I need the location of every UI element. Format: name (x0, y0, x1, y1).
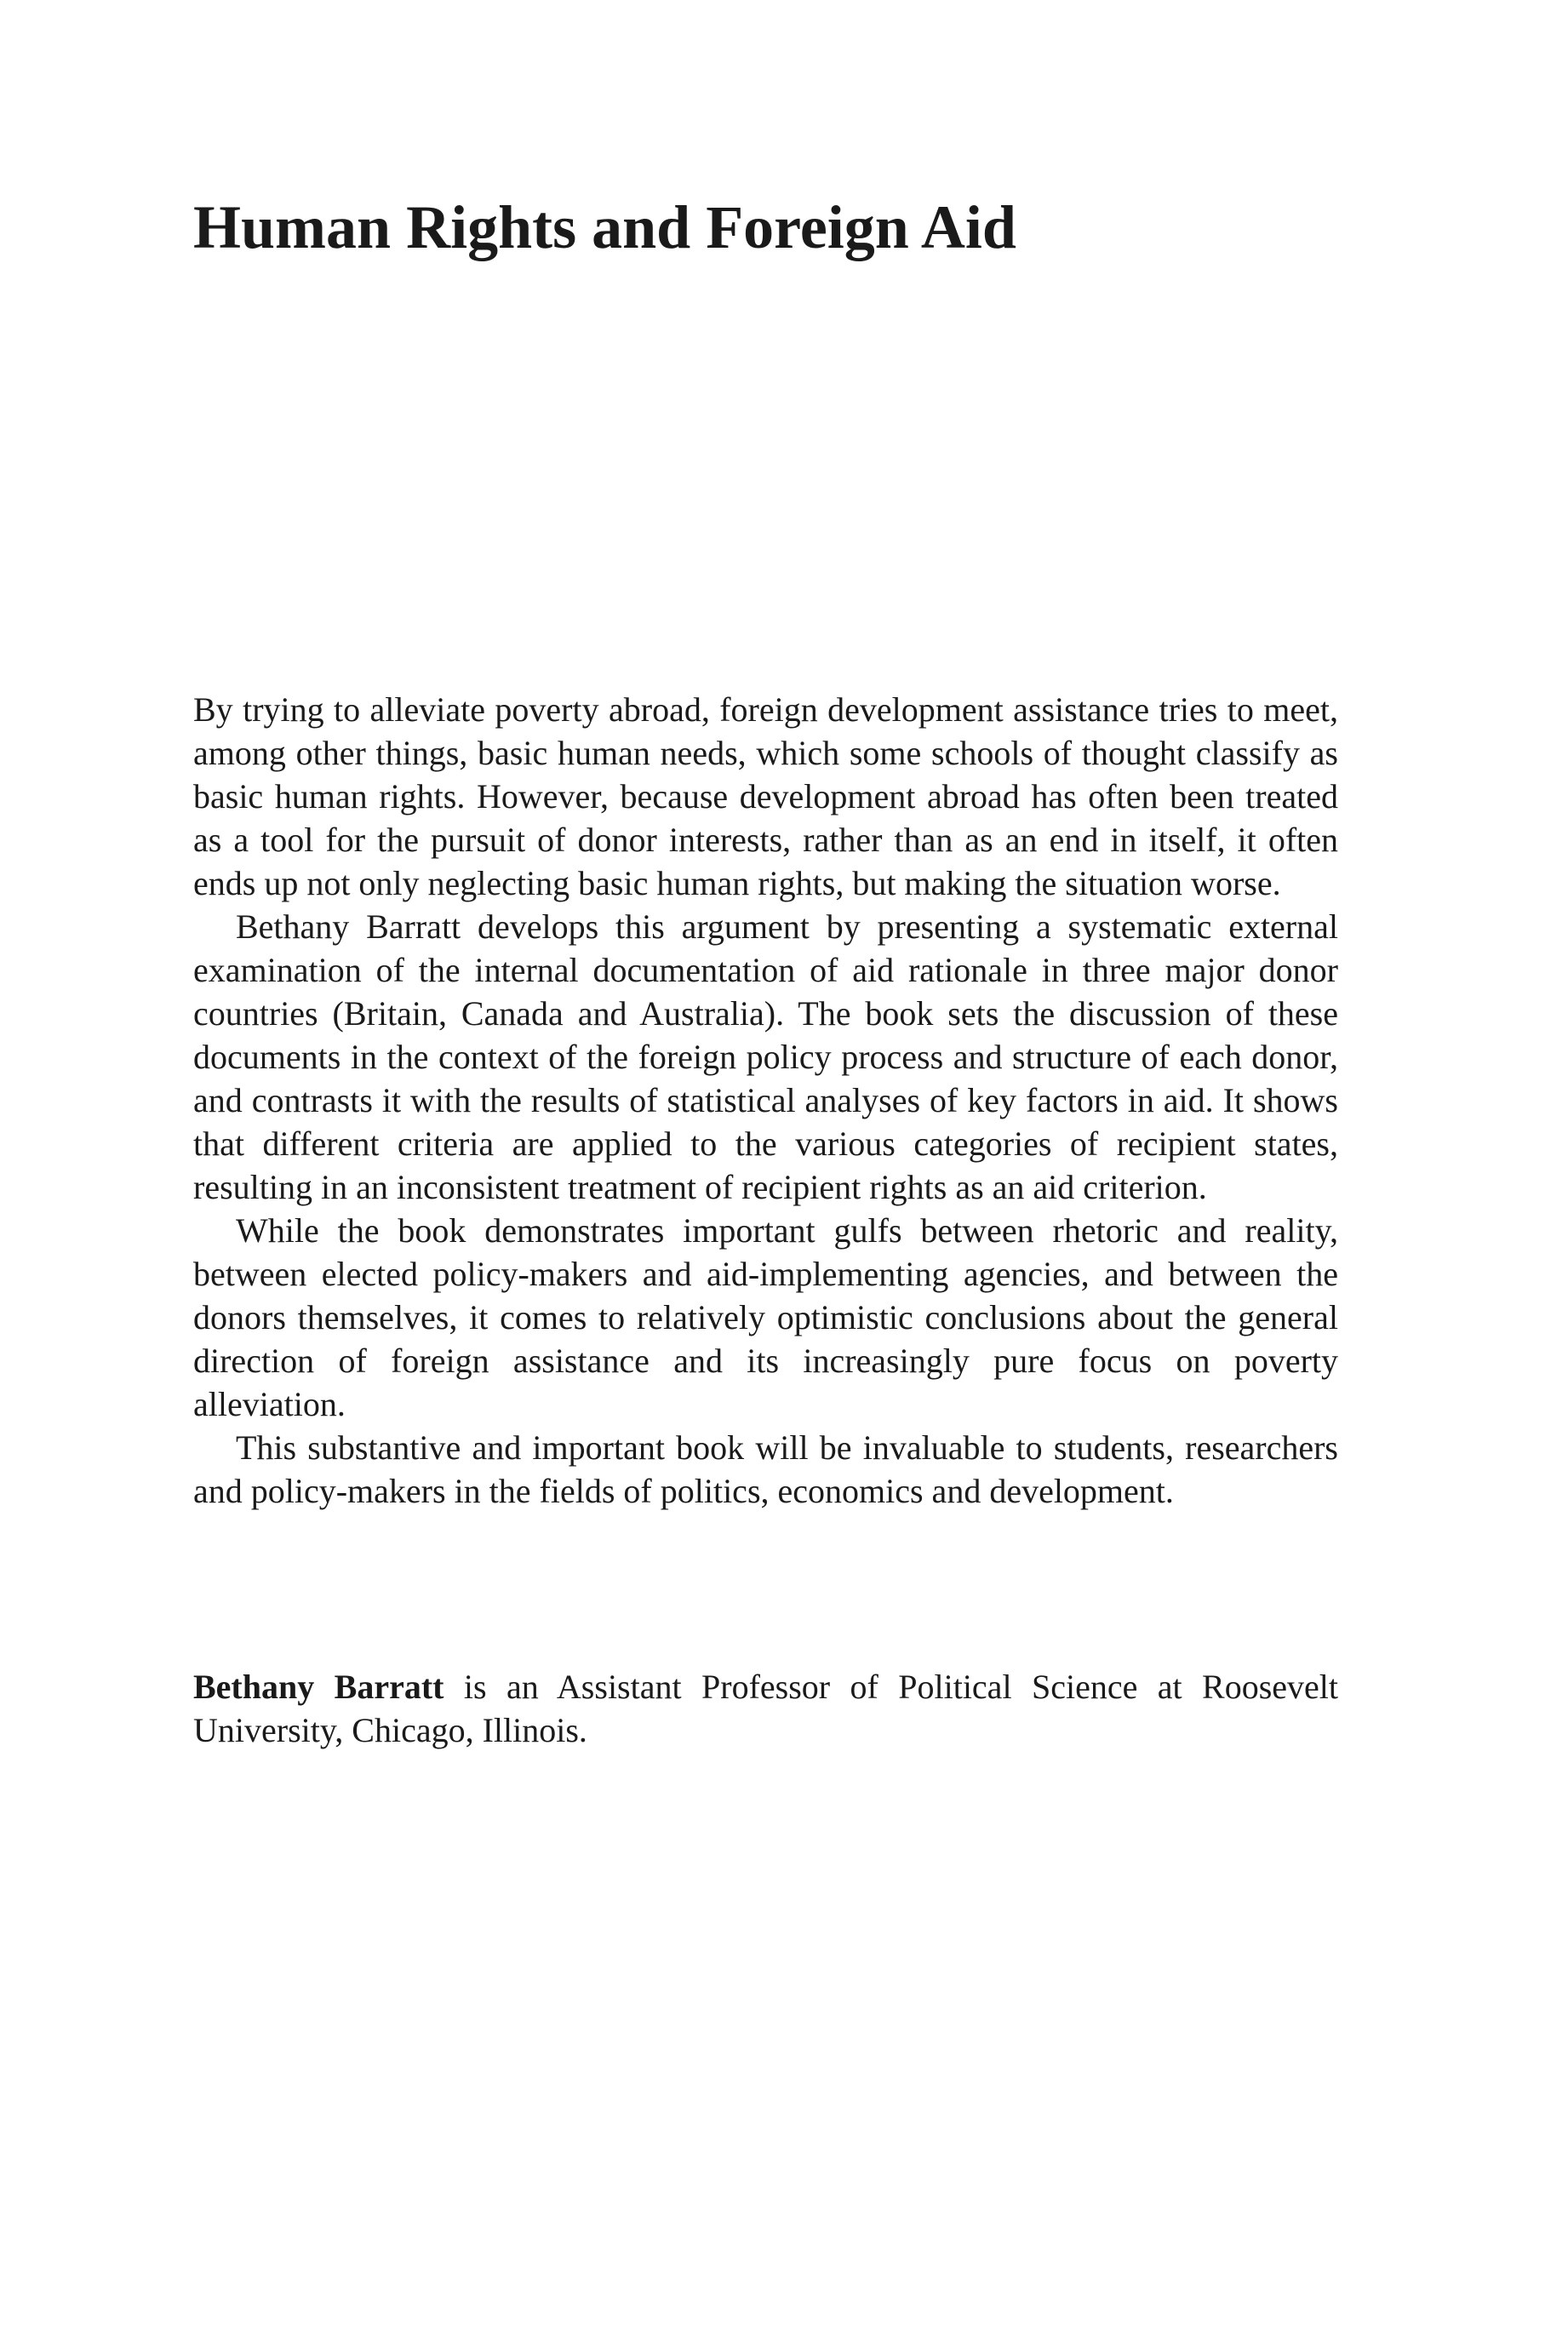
description-paragraph-2: Bethany Barratt develops this argument by presenting a systematic external examination of the internal documentation of aid rationale in three major donor countries (Britain, Canada and Australia). The book sets the discussion of these documents in the context of the foreign policy process and structure of each donor, and contrasts it with the results of statistical analyses of key factors in aid. It shows that different criteria are applied to the various categories of recipient states, resulting in an inconsistent treatment of recipient rights as an aid criterion. (193, 907, 1338, 1206)
book-description (193, 688, 1338, 1513)
description-paragraph-1: By trying to alleviate poverty abroad, foreign development assistance tries to meet, among other things, basic human needs, which some schools of thought classify as basic human rights. However, because development abroad has often been treated as a tool for the pursuit of donor interests, rather than as an end in itself, it often ends up not only neglecting basic human rights, but making the situation worse. (193, 690, 1338, 902)
author-bio-text: is an Assistant Professor of Political Science at Roosevelt University, Chicago, Illinois. (193, 1668, 1338, 1749)
page-title: Human Rights and Foreign Aid (193, 193, 1016, 261)
author-name: Bethany Barratt (193, 1668, 444, 1706)
description-paragraph-4: This substantive and important book will be invaluable to students, researchers and policy-makers in the fields of politics, economics and development. (193, 1428, 1338, 1510)
author-bio (193, 1665, 1338, 1752)
description-paragraph-3: While the book demonstrates important gulfs between rhetoric and reality, between elected policy-makers and aid-implementing agencies, and between the donors themselves, it comes to relatively optimistic conclusions about the general direction of foreign assistance and its increasingly pure focus on poverty alleviation. (193, 1211, 1338, 1423)
